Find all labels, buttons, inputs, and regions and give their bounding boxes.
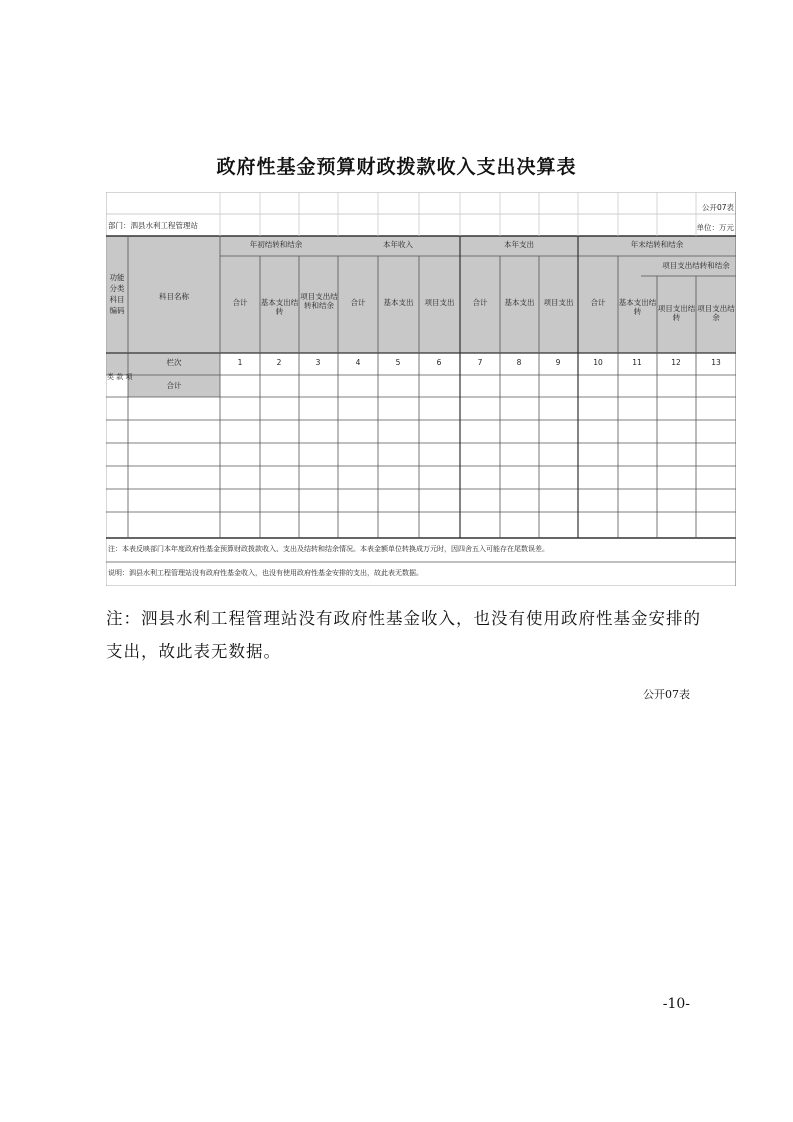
col-10-label: 合计 xyxy=(590,298,606,307)
table-footnote-2: 说明：泗县水利工程管理站没有政府性基金收入，也没有使用政府性基金安排的支出，故此表无数据。 xyxy=(108,569,423,577)
budget-table xyxy=(106,192,736,586)
col-6-no: 6 xyxy=(436,358,442,367)
header-shade xyxy=(106,236,736,353)
col-7-no: 7 xyxy=(477,358,483,367)
dept-label: 部门：泗县水利工程管理站 xyxy=(108,221,198,230)
col-12-label: 项目支出结转 xyxy=(657,304,696,322)
col-5-label: 基本支出 xyxy=(383,298,414,307)
col-8-label: 基本支出 xyxy=(504,298,535,307)
row-header-name: 科目名称 xyxy=(159,292,189,301)
group-opening: 年初结转和结余 xyxy=(249,240,303,249)
row-label-shade-1 xyxy=(106,353,220,375)
group-expense: 本年支出 xyxy=(504,240,534,249)
col-12-no: 12 xyxy=(671,358,681,367)
col-3-label: 项目支出结转和结余 xyxy=(300,292,338,310)
col-11-no: 11 xyxy=(632,358,642,367)
group-closing: 年末结转和结余 xyxy=(630,240,684,249)
note-paragraph: 注：泗县水利工程管理站没有政府性基金收入，也没有使用政府性基金安排的支出，故此表无数据。 xyxy=(106,609,701,661)
kind-label: 类 款 项 xyxy=(107,373,133,381)
col-1-no: 1 xyxy=(237,358,243,367)
col-6-label: 项目支出 xyxy=(424,298,455,307)
group-closing-sub: 项目支出结转和结余 xyxy=(662,261,730,270)
table-grid xyxy=(106,192,736,586)
col-11-label: 基本支出结转 xyxy=(618,298,657,316)
form-code-top: 公开07表 xyxy=(701,203,734,212)
page-number: -10- xyxy=(662,996,690,1012)
col-2-no: 2 xyxy=(276,358,282,367)
unit-label: 单位：万元 xyxy=(696,223,734,232)
form-id: 公开07表 xyxy=(643,688,690,701)
col-2-label: 基本支出结转 xyxy=(260,298,299,316)
col-5-no: 5 xyxy=(395,358,401,367)
table-footnote-1: 注：本表反映部门本年度政府性基金预算财政拨款收入、支出及结转和结余情况。本表金额单位转换成万元时，因四舍五入可能存在尾数误差。 xyxy=(108,545,549,553)
col-13-no: 13 xyxy=(711,358,721,367)
total-row-label: 合计 xyxy=(166,381,182,390)
col-8-no: 8 xyxy=(516,358,522,367)
col-4-label: 合计 xyxy=(350,298,366,307)
page-title: 政府性基金预算财政拨款收入支出决算表 xyxy=(216,156,577,178)
col-7-label: 合计 xyxy=(472,298,488,307)
col-10-no: 10 xyxy=(593,358,603,367)
col-9-label: 项目支出 xyxy=(543,298,574,307)
col-3-no: 3 xyxy=(315,358,321,367)
row-header-code: 功能分类科目编码 xyxy=(109,273,125,315)
col-1-label: 合计 xyxy=(232,298,248,307)
col-13-label: 项目支出结余 xyxy=(697,304,735,322)
group-income: 本年收入 xyxy=(383,240,413,249)
column-no-label: 栏次 xyxy=(166,358,182,367)
col-9-no: 9 xyxy=(555,358,561,367)
col-4-no: 4 xyxy=(355,358,361,367)
